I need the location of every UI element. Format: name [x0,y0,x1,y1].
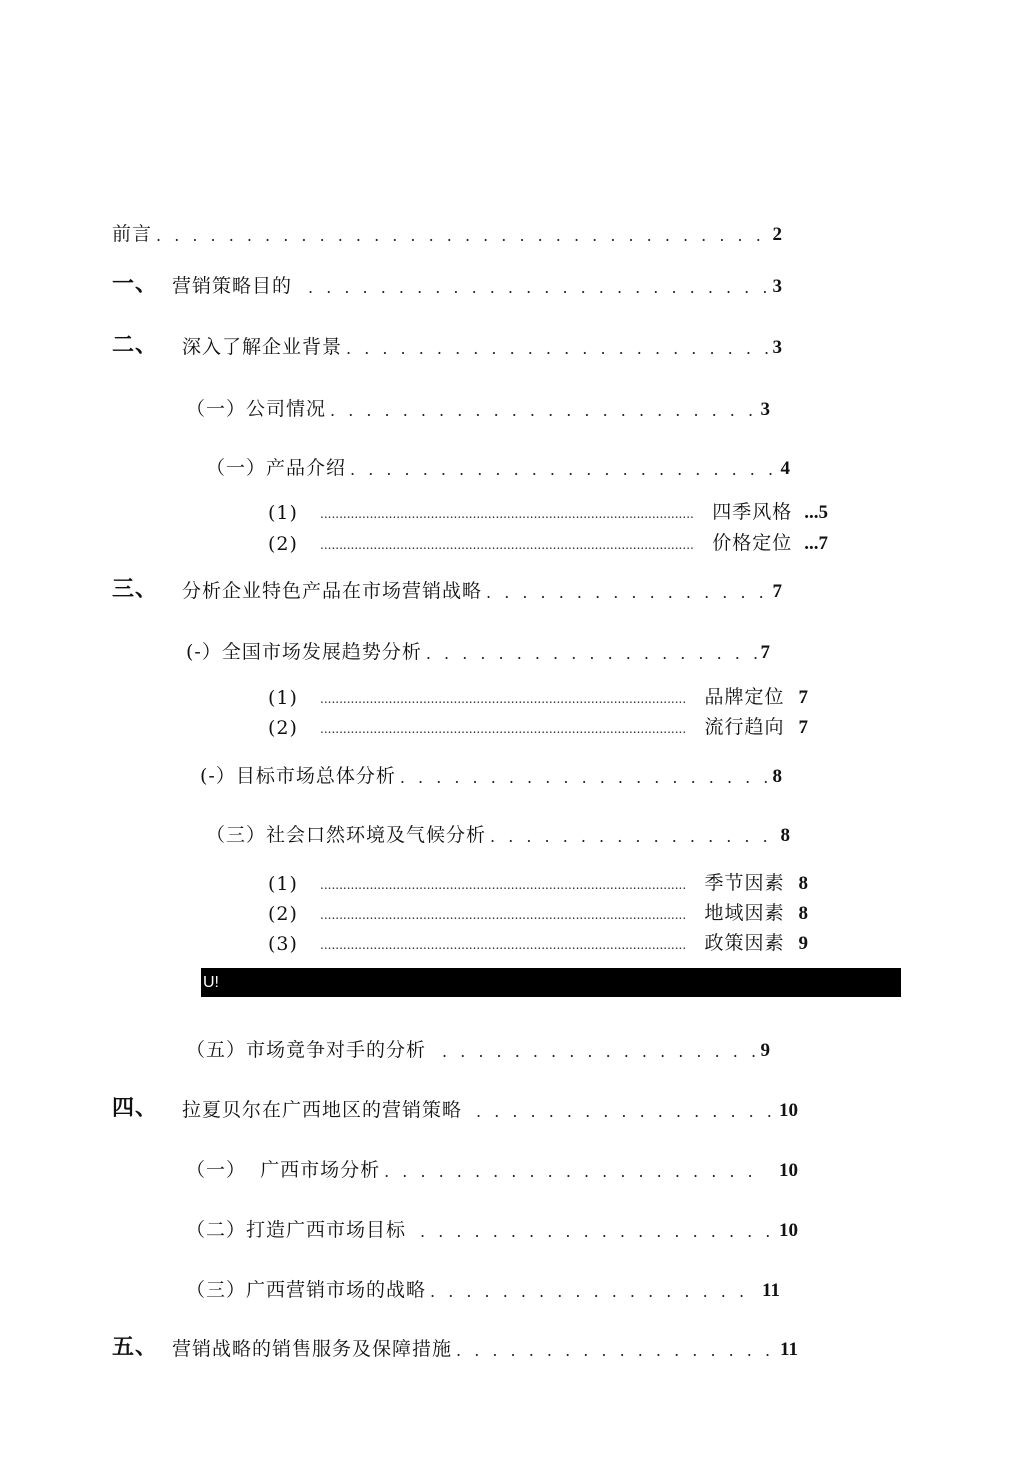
toc-leader [486,583,768,603]
toc-leader [442,1042,756,1062]
toc-entry-title: 四季风格 [712,501,793,523]
toc-entry-page: ...7 [804,533,828,554]
toc-entry-title: （二）打造广西市场目标 [186,1219,407,1241]
toc-entry-3-1[interactable] [186,630,770,664]
toc-leader [350,460,776,480]
toc-entry-title: 拉夏贝尔在广西地区的营销策略 [182,1099,463,1121]
toc-entry-page: 8 [772,766,782,787]
toc-entry-2-2-2[interactable] [268,521,828,555]
toc-entry-title: 季节因素 [704,872,785,894]
toc-entry-title: 营销战略的销售服务及保障措施 [172,1338,453,1360]
toc-entry-page: 11 [762,1280,780,1301]
toc-leader [320,935,686,955]
toc-leader [430,1282,758,1302]
toc-section-number: 二、 [112,333,159,358]
toc-entry-page: 8 [780,825,790,846]
toc-entry-4-3[interactable] [186,1268,780,1302]
toc-leader [400,768,769,788]
toc-entry-index: (1) [268,502,298,524]
toc-entry-3-3-3[interactable] [268,921,808,955]
toc-entry-page: 4 [780,458,790,479]
toc-leader [490,827,776,847]
toc-entry-title: 前言 [112,223,153,245]
toc-leader [320,535,694,555]
toc-entry-page: 7 [772,581,782,602]
toc-entry-title: (-）目标市场总体分析 [200,765,396,787]
toc-entry-index: (2) [268,533,298,555]
toc-entry-page: 10 [779,1100,798,1121]
toc-entry-preface[interactable] [112,212,782,246]
toc-entry-page: 2 [772,224,782,245]
toc-entry-title: 流行趋向 [704,716,785,738]
toc-leader [156,226,768,246]
toc-entry-title: （一） 广西市场分析 [186,1159,381,1181]
redaction-bar: U! [201,968,901,997]
toc-entry-3-3-2[interactable] [268,891,808,925]
toc-leader [308,278,768,298]
toc-entry-page: 7 [798,687,808,708]
toc-entry-3[interactable] [112,569,782,603]
toc-entry-page: 11 [780,1339,798,1360]
toc-entry-title: 地域因素 [704,902,785,924]
toc-leader [346,339,768,359]
toc-entry-3-1-1[interactable] [268,675,808,709]
toc-entry-3-1-2[interactable] [268,705,808,739]
toc-entry-index: (3) [268,933,298,955]
toc-entry-page: ...5 [804,502,828,523]
toc-entry-page: 8 [798,873,808,894]
toc-leader [456,1341,776,1361]
toc-entry-page: 10 [779,1220,798,1241]
toc-leader [320,719,686,739]
toc-entry-page: 3 [760,399,770,420]
toc-section-number: 五、 [112,1335,159,1360]
toc-entry-title: 营销策略目的 [172,275,293,297]
toc-entry-3-5[interactable] [186,1028,770,1062]
toc-entry-3-2[interactable] [200,754,782,788]
toc-entry-4-1[interactable] [186,1148,798,1182]
toc-entry-title: （一）公司情况 [186,398,327,420]
toc-entry-title: 价格定位 [712,532,793,554]
toc-entry-4-2[interactable] [186,1208,798,1242]
toc-entry-page: 3 [772,276,782,297]
toc-section-number: 一、 [112,272,159,297]
toc-entry-index: (2) [268,903,298,925]
toc-entry-title: (-）全国市场发展趋势分析 [186,641,422,663]
toc-leader [420,1222,775,1242]
toc-entry-title: 分析企业特色产品在市场营销战略 [182,580,483,602]
toc-entry-1[interactable] [112,264,782,298]
toc-entry-page: 8 [798,903,808,924]
toc-section-number: 四、 [112,1096,159,1121]
toc-entry-page: 9 [798,933,808,954]
toc-entry-page: 7 [798,717,808,738]
toc-entry-page: 3 [772,337,782,358]
toc-entry-title: （三）广西营销市场的战略 [186,1279,427,1301]
toc-entry-3-3-1[interactable] [268,861,808,895]
toc-entry-title: （一）产品介绍 [206,457,347,479]
toc-entry-title: 政策因素 [704,932,785,954]
toc-leader [426,644,757,664]
toc-entry-title: 品牌定位 [704,686,785,708]
toc-entry-2-2-1[interactable] [268,490,828,524]
toc-entry-index: (1) [268,687,298,709]
toc-entry-5[interactable] [112,1327,798,1361]
toc-leader [476,1102,775,1122]
toc-entry-page: 10 [779,1160,798,1181]
toc-entry-index: (1) [268,873,298,895]
toc-section-number: 三、 [112,577,159,602]
toc-leader [330,401,756,421]
toc-leader [384,1162,765,1182]
toc-entry-title: （三）社会口然环境及气候分析 [206,824,487,846]
toc-entry-2-2[interactable] [206,446,790,480]
toc-entry-2[interactable] [112,325,782,359]
toc-entry-page: 9 [760,1040,770,1061]
toc-entry-4[interactable] [112,1088,798,1122]
toc-entry-title: （五）市场竟争对手的分析 [186,1039,427,1061]
toc-entry-2-1[interactable] [186,387,770,421]
toc-entry-index: (2) [268,717,298,739]
toc-entry-page: 7 [760,642,770,663]
toc-entry-title: 深入了解企业背景 [182,336,343,358]
toc-entry-3-3[interactable] [206,813,790,847]
